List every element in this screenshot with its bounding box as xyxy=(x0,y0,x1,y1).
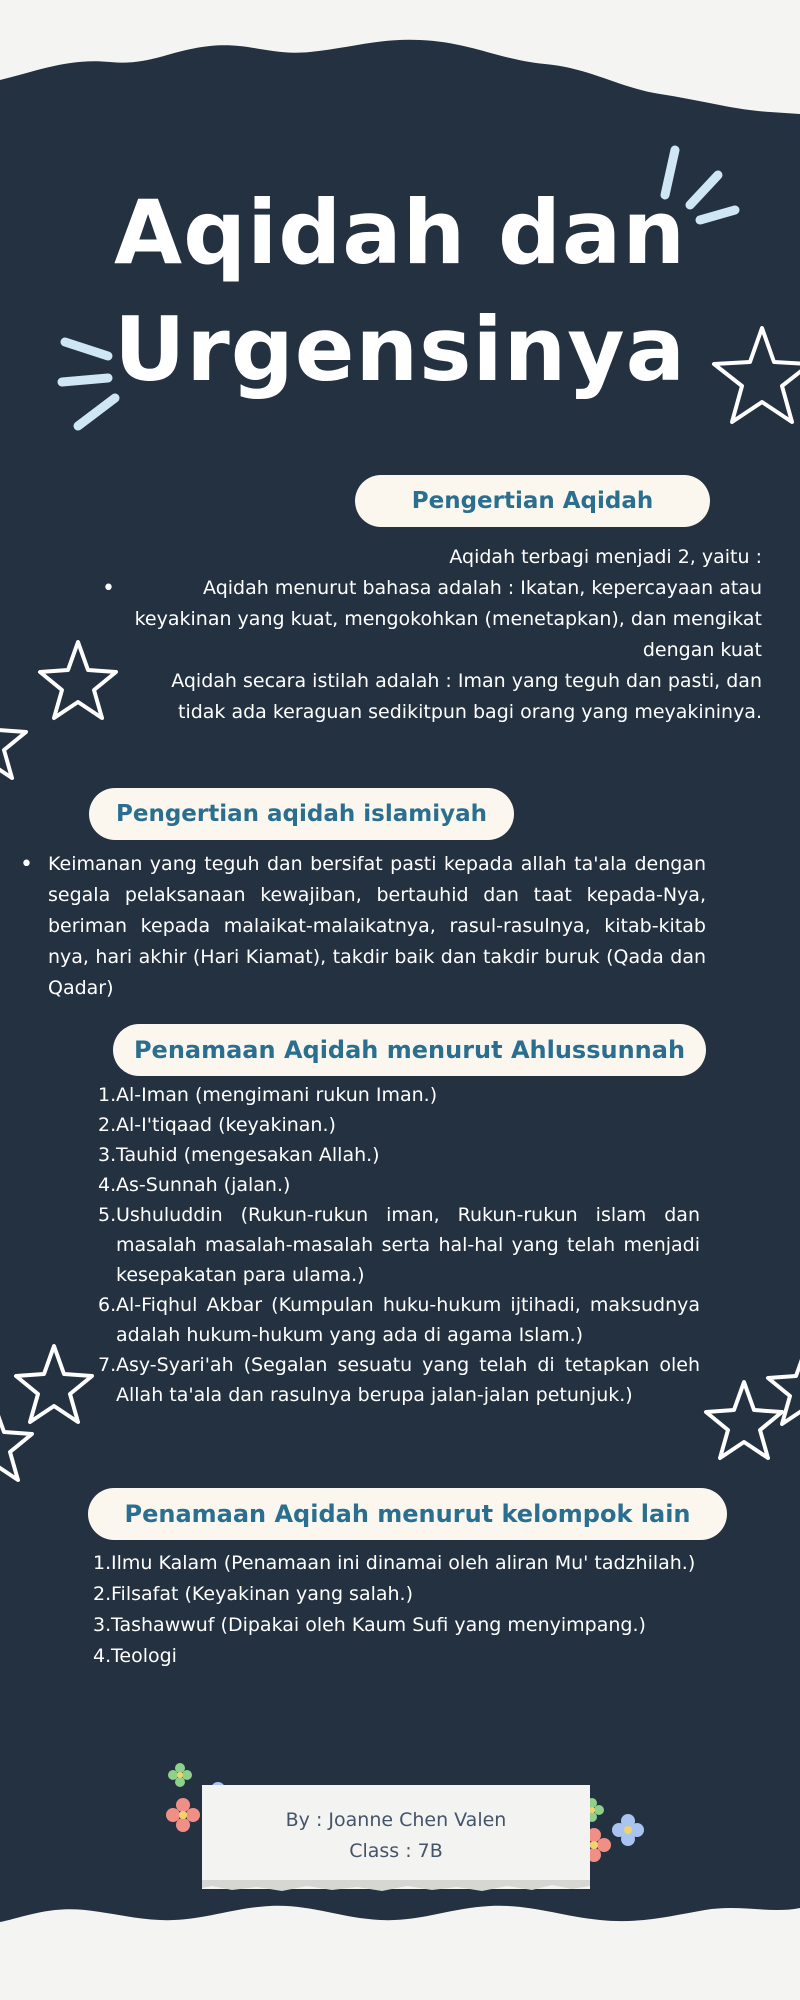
title-line-2: Urgensinya xyxy=(113,298,687,401)
heading-ahlussunnah: Penamaan Aqidah menurut Ahlussunnah xyxy=(113,1024,706,1076)
section-pengertian-aqidah xyxy=(130,542,762,728)
list-item: 4. As-Sunnah (jalan.) xyxy=(98,1174,291,1196)
list-item: 5. Ushuluddin (Rukun-rukun iman, Rukun-rukun islam dan masalah masalah-masalah serta hal-hal yang telah menjadi kesepakatan para ulama.) xyxy=(98,1204,700,1286)
section-kelompok-lain xyxy=(93,1548,733,1672)
heading-aqidah-islamiyah: Pengertian aqidah islamiyah xyxy=(89,788,514,840)
class-text: Class : 7B xyxy=(349,1840,443,1862)
list-item: 1. Ilmu Kalam (Penamaan ini dinamai oleh aliran Mu' tadzhilah.) xyxy=(93,1552,696,1574)
heading-pengertian-aqidah: Pengertian Aqidah xyxy=(355,475,710,527)
section-aqidah-islamiyah xyxy=(48,849,706,1004)
list-item: Aqidah secara istilah adalah : Iman yang teguh dan pasti, dan tidak ada keraguan sedikitpun bagi orang yang meyakininya. xyxy=(171,670,762,723)
list-item: 6. Al-Fiqhul Akbar (Kumpulan huku-hukum ijtihadi, maksudnya adalah hukum-hukum yang ada di agama Islam.) xyxy=(98,1294,700,1346)
list-item: • Aqidah menurut bahasa adalah : Ikatan, kepercayaan atau keyakinan yang kuat, mengokohkan (menetapkan), dan mengikat dengan kuat xyxy=(130,573,762,666)
list-item: 3. Tauhid (mengesakan Allah.) xyxy=(98,1144,380,1166)
list-item: 2. Filsafat (Keyakinan yang salah.) xyxy=(93,1583,414,1605)
author-text: By : Joanne Chen Valen xyxy=(285,1809,507,1831)
list-item: 1. Al-Iman (mengimani rukun Iman.) xyxy=(98,1084,438,1106)
title-line-1: Aqidah dan xyxy=(114,181,686,284)
credit-card-torn-edge xyxy=(202,1880,590,1894)
list-item: 7. Asy-Syari'ah (Segalan sesuatu yang telah di tetapkan oleh Allah ta'ala dan rasulnya berupa jalan-jalan petunjuk.) xyxy=(98,1354,700,1406)
section-ahlussunnah xyxy=(98,1080,700,1410)
credit-card xyxy=(202,1785,590,1889)
list-item: 2. Al-I'tiqaad (keyakinan.) xyxy=(98,1114,336,1136)
heading-kelompok-lain: Penamaan Aqidah menurut kelompok lain xyxy=(88,1488,727,1540)
list-item: 3. Tashawwuf (Dipakai oleh Kaum Sufi yang menyimpang.) xyxy=(93,1614,646,1636)
list-item: • Keimanan yang teguh dan bersifat pasti kepada allah ta'ala dengan segala pelaksanaan kewajiban, bertauhid dan taat kepada-Nya, beriman kepada malaikat-malaikatnya, rasul-rasulnya, kitab-kitab nya, hari akhir (Hari Kiamat), takdir baik dan takdir buruk (Qada dan Qadar) xyxy=(48,849,706,1004)
intro-text: Aqidah terbagi menjadi 2, yaitu : xyxy=(449,546,762,568)
list-item: 4. Teologi xyxy=(93,1645,177,1667)
